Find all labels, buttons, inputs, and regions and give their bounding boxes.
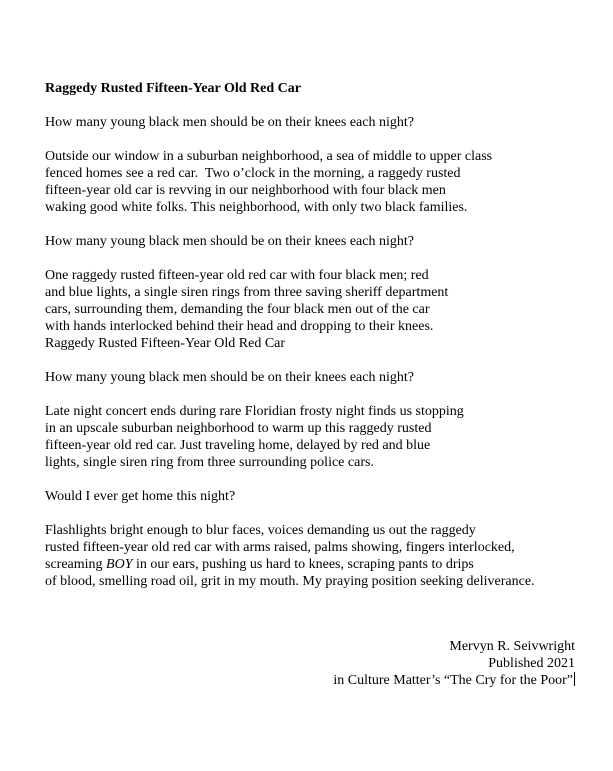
refrain-line-1: How many young black men should be on their knees each night? (45, 115, 414, 130)
poem-line: and blue lights, a single siren rings from three saving sheriff department (45, 285, 449, 300)
poem-line-segment: in our ears, pushing us hard to knees, scraping pants to drips (132, 557, 474, 572)
poem-line: Outside our window in a suburban neighborhood, a sea of middle to upper class (45, 149, 493, 164)
refrain-line-2: How many young black men should be on their knees each night? (45, 234, 414, 249)
poem-line (45, 556, 575, 573)
emphasized-word: BOY (106, 557, 133, 572)
poem-line: One raggedy rusted fifteen-year old red car with four black men; red (45, 268, 429, 283)
poem-line: lights, single siren ring from three surrounding police cars. (45, 455, 374, 470)
attribution-block (45, 638, 575, 689)
poem-line: fenced homes see a red car. Two o’clock in the morning, a raggedy rusted (45, 166, 461, 181)
author-name: Mervyn R. Seivwright (449, 639, 575, 654)
poem-line-segment: screaming (45, 557, 107, 572)
stanza-4 (45, 522, 575, 590)
refrain-line-3: How many young black men should be on their knees each night? (45, 370, 414, 385)
publish-year: Published 2021 (488, 656, 575, 671)
poem-line: Late night concert ends during rare Floridian frosty night finds us stopping (45, 404, 464, 419)
poem-line: waking good white folks. This neighborhood, with only two black families. (45, 200, 468, 215)
stanza-3 (45, 403, 575, 471)
poem-line: in an upscale suburban neighborhood to warm up this raggedy rusted (45, 421, 432, 436)
stanza-2 (45, 267, 575, 352)
text-caret (574, 672, 575, 686)
poem-line: Raggedy Rusted Fifteen-Year Old Red Car (45, 336, 286, 351)
poem-line: rusted fifteen-year old red car with arms raised, palms showing, fingers interlocked, (45, 540, 515, 555)
poem-line: fifteen-year old red car. Just traveling home, delayed by red and blue (45, 438, 431, 453)
stanza-1 (45, 148, 575, 216)
poem-line: Flashlights bright enough to blur faces, voices demanding us out the raggedy (45, 523, 476, 538)
poem-title: Raggedy Rusted Fifteen-Year Old Red Car (45, 81, 301, 96)
poem-line: fifteen-year old car is revving in our neighborhood with four black men (45, 183, 446, 198)
poem-line: cars, surrounding them, demanding the four black men out of the car (45, 302, 430, 317)
poem-line: of blood, smelling road oil, grit in my mouth. My praying position seeking deliverance. (45, 574, 535, 589)
publication-title: in Culture Matter’s “The Cry for the Poor” (333, 673, 573, 688)
question-line: Would I ever get home this night? (45, 489, 236, 504)
poem-line: with hands interlocked behind their head and dropping to their knees. (45, 319, 434, 334)
